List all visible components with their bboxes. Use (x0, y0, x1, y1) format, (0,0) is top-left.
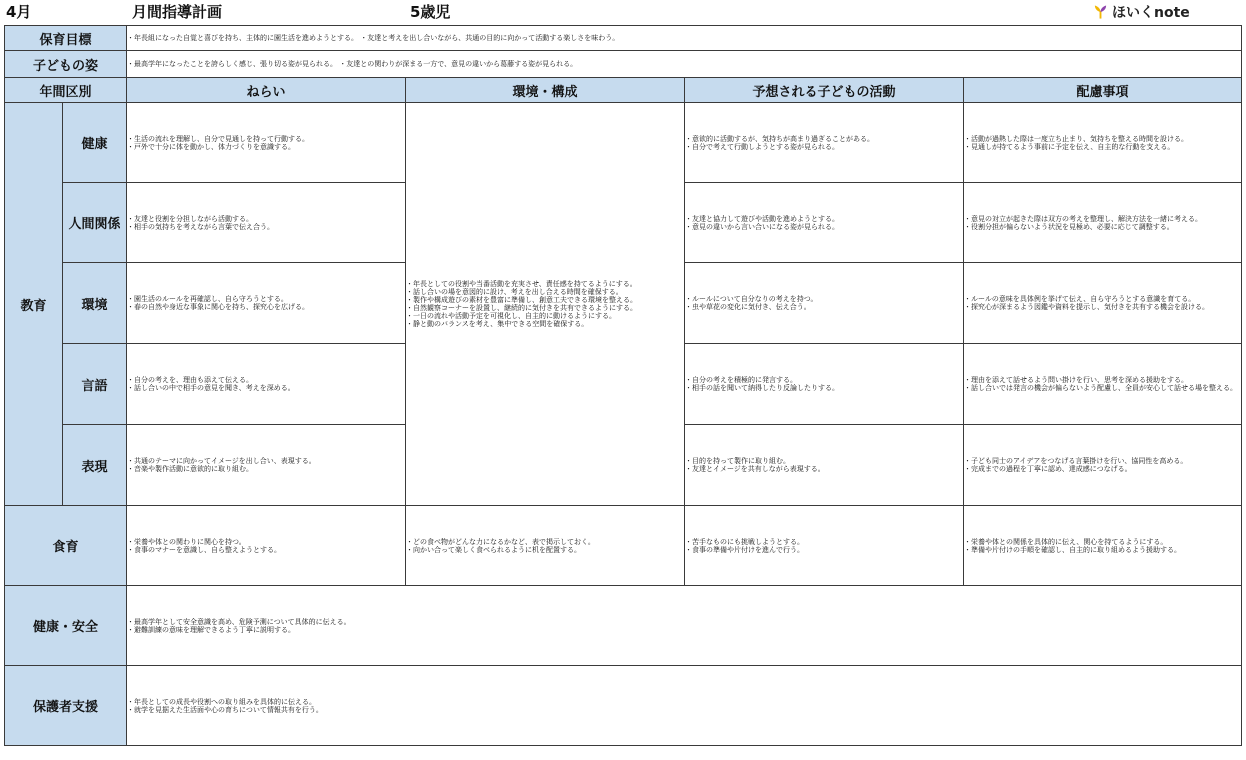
monthly-plan-table (4, 25, 1242, 746)
page-header (0, 0, 1246, 24)
goal-label: 保育目標 (5, 26, 127, 51)
safety-label: 健康・安全 (5, 586, 127, 666)
child-row (5, 51, 1242, 78)
brand-logo (1093, 2, 1190, 22)
food-row (5, 506, 1242, 586)
aim-cell: ・生活の流れを理解し、自分で見通しを持って行動する。 ・戸外で十分に体を動かし、体力づくりを意識する。 (127, 103, 406, 183)
care-cell: ・子ども同士のアイデアをつなげる言葉掛けを行い、協同性を高める。 ・完成までの過程を丁寧に認め、達成感につなげる。 (964, 425, 1242, 506)
aim-cell: ・友達と役割を分担しながら活動する。 ・相手の気持ちを考えながら言葉で伝え合う。 (127, 183, 406, 263)
env-cell: ・どの食べ物がどんな力になるかなど、表で掲示しておく。 ・向かい合って楽しく食べられるように机を配置する。 (406, 506, 685, 586)
column-header-activity: 予想される子どもの活動 (685, 78, 964, 103)
env-cell: ・年長としての役割や当番活動を充実させ、責任感を持てるようにする。 ・話し合いの場を意図的に設け、考えを出し合える時間を確保する。 ・製作や構成遊びの素材を豊富に準備し、創意工夫できる環境を整える。 ・自然観察コーナーを設置し、継続的に気付きを共有できるようにする。 ・一日の流れや活動予定を可視化し、自主的に動けるようにする。 ・静と動のバランスを考え、集中できる空間を確保する。 (406, 103, 685, 506)
aim-cell: ・共通のテーマに向かってイメージを出し合い、表現する。 ・音楽や製作活動に意欲的に取り組む。 (127, 425, 406, 506)
safety-text: ・最高学年として安全意識を高め、危険予測について具体的に伝える。 ・避難訓練の意味を理解できるよう丁寧に説明する。 (127, 586, 1242, 666)
column-header-aim: ねらい (127, 78, 406, 103)
area-label: 環境 (63, 263, 127, 344)
safety-row (5, 586, 1242, 666)
activity-cell: ・意欲的に活動するが、気持ちが高まり過ぎることがある。 ・自分で考えて行動しようとする姿が見られる。 (685, 103, 964, 183)
activity-cell: ・友達と協力して遊びや活動を進めようとする。 ・意見の違いから言い合いになる姿が見られる。 (685, 183, 964, 263)
care-cell: ・ルールの意味を具体例を挙げて伝え、自ら守ろうとする意識を育てる。 ・探究心が深まるよう図鑑や資料を提示し、気付きを共有する機会を設ける。 (964, 263, 1242, 344)
column-header-row (5, 78, 1242, 103)
month-label: 4月 (6, 3, 32, 21)
aim-cell: ・栄養や体との関わりに関心を持つ。 ・食事のマナーを意識し、自ら整えようとする。 (127, 506, 406, 586)
activity-cell: ・ルールについて自分なりの考えを持つ。 ・虫や草花の変化に気付き、伝え合う。 (685, 263, 964, 344)
plan-title: 月間指導計画 (132, 3, 223, 21)
aim-cell: ・自分の考えを、理由も添えて伝える。 ・話し合いの中で相手の意見を聞き、考えを深める。 (127, 344, 406, 425)
column-header-care: 配慮事項 (964, 78, 1242, 103)
care-cell: ・理由を添えて話せるよう問い掛けを行い、思考を深める援助をする。 ・話し合いでは発言の機会が偏らないよう配慮し、全員が安心して話せる場を整える。 (964, 344, 1242, 425)
child-text: ・最高学年になったことを誇らしく感じ、張り切る姿が見られる。 ・友達との関わりが深まる一方で、意見の違いから葛藤する姿が見られる。 (127, 51, 1242, 78)
goal-row (5, 26, 1242, 51)
table-row (5, 103, 1242, 183)
care-cell: ・意見の対立が起きた際は双方の考えを整理し、解決方法を一緒に考える。 ・役割分担が偏らないよう状況を見極め、必要に応じて調整する。 (964, 183, 1242, 263)
guardian-row (5, 666, 1242, 746)
age-group-label: 5歳児 (410, 3, 451, 21)
column-header-env: 環境・構成 (406, 78, 685, 103)
education-label: 教育 (5, 103, 63, 506)
care-cell: ・栄養や体との関係を具体的に伝え、関心を持てるようにする。 ・準備や片付けの手順を確認し、自主的に取り組めるよう援助する。 (964, 506, 1242, 586)
brand-logo-text: ほいくnote (1112, 5, 1190, 21)
guardian-text: ・年長としての成長や役割への取り組みを具体的に伝える。 ・就学を見据えた生活面や心の育ちについて情報共有を行う。 (127, 666, 1242, 746)
activity-cell: ・目的を持って製作に取り組む。 ・友達とイメージを共有しながら表現する。 (685, 425, 964, 506)
child-label: 子どもの姿 (5, 51, 127, 78)
food-label: 食育 (5, 506, 127, 586)
activity-cell: ・自分の考えを積極的に発言する。 ・相手の話を聞いて納得したり反論したりする。 (685, 344, 964, 425)
area-label: 表現 (63, 425, 127, 506)
area-label: 人間関係 (63, 183, 127, 263)
area-label: 健康 (63, 103, 127, 183)
area-label: 言語 (63, 344, 127, 425)
column-header-period: 年間区別 (5, 78, 127, 103)
care-cell: ・活動が過熱した際は一度立ち止まり、気持ちを整える時間を設ける。 ・見通しが持てるよう事前に予定を伝え、自主的な行動を支える。 (964, 103, 1242, 183)
goal-text: ・年長組になった自覚と喜びを持ち、主体的に園生活を進めようとする。 ・友達と考えを出し合いながら、共通の目的に向かって活動する楽しさを味わう。 (127, 26, 1242, 51)
guardian-label: 保護者支援 (5, 666, 127, 746)
activity-cell: ・苦手なものにも挑戦しようとする。 ・食事の準備や片付けを進んで行う。 (685, 506, 964, 586)
aim-cell: ・園生活のルールを再確認し、自ら守ろうとする。 ・春の自然や身近な事象に関心を持ち、探究心を広げる。 (127, 263, 406, 344)
sprout-icon (1093, 4, 1108, 20)
